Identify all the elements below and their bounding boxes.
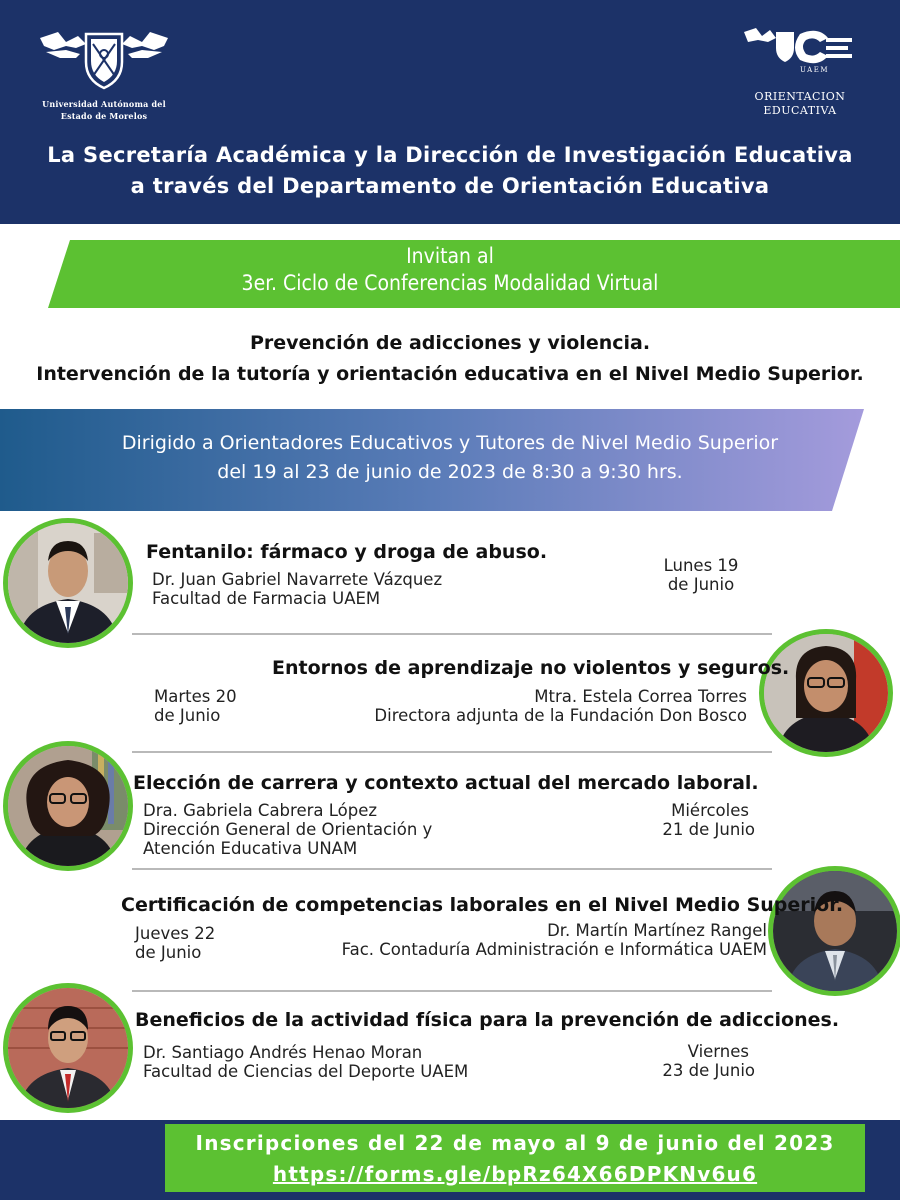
conference-topic-2: Entornos de aprendizaje no violentos y seguros.: [272, 657, 790, 679]
registration-dates: Inscripciones del 22 de mayo al 9 de junio del 2023: [195, 1131, 835, 1155]
conference-date-4: [135, 924, 215, 962]
conference-date-2: [154, 687, 237, 725]
invitation-line1: Invitan al: [406, 244, 494, 268]
speaker-name-2: Mtra. Estela Correa Torres: [534, 687, 747, 706]
conference-speaker-2: [300, 687, 747, 725]
date-line2-3: 21 de Junio: [662, 820, 755, 839]
conference-speaker-3: [143, 801, 432, 858]
conference-topic-4: Certificación de competencias laborales en el Nivel Medio Superior.: [121, 894, 844, 916]
university-name-line2: Estado de Morelos: [60, 111, 148, 121]
invitation-line2: 3er. Ciclo de Conferencias Modalidad Virtual: [241, 271, 659, 295]
date-line1-3: Miércoles: [671, 801, 749, 820]
conference-topic-1: Fentanilo: fármaco y droga de abuso.: [146, 541, 548, 563]
audience-line2: del 19 al 23 de junio de 2023 de 8:30 a 9:30 hrs.: [217, 461, 683, 483]
conference-date-3: [630, 801, 755, 839]
speaker-name-1: Dr. Juan Gabriel Navarrete Vázquez: [152, 570, 443, 589]
conference-date-1: [655, 556, 747, 594]
university-logo: [36, 28, 172, 122]
main-title-line2: Intervención de la tutoría y orientación educativa en el Nivel Medio Superior.: [36, 363, 864, 385]
registration-link[interactable]: https://forms.gle/bpRz64X66DPKNv6u6: [272, 1162, 758, 1186]
speaker-affiliation-1: Facultad de Farmacia UAEM: [152, 589, 381, 608]
divider-1: [132, 633, 772, 635]
date-line1-2: Martes 20: [154, 687, 237, 706]
conference-speaker-1: [152, 570, 442, 608]
conference-date-5: [630, 1042, 755, 1080]
speaker-affiliation-3b: Atención Educativa UNAM: [143, 839, 358, 858]
date-line1-4: Jueves 22: [135, 924, 216, 943]
conference-speaker-4: [270, 921, 767, 959]
orientation-logo-text: [740, 90, 860, 118]
orientation-logo-text-line1: ORIENTACION: [754, 90, 846, 103]
speaker-photo-4: [768, 866, 900, 996]
date-line2-5: 23 de Junio: [662, 1061, 755, 1080]
audience-text: [50, 429, 850, 487]
speaker-name-4: Dr. Martín Martínez Rangel: [547, 921, 767, 940]
header-title: [0, 140, 900, 202]
date-line1-1: Lunes 19: [663, 556, 739, 575]
university-crest-icon: [36, 28, 172, 90]
orientation-logo: [740, 26, 860, 118]
divider-2: [132, 751, 772, 753]
main-title-line1: Prevención de adicciones y violencia.: [249, 332, 651, 354]
conference-topic-3: Elección de carrera y contexto actual del mercado laboral.: [133, 772, 759, 794]
university-name-line1: Universidad Autónoma del: [42, 99, 166, 109]
speaker-affiliation-2: Directora adjunta de la Fundación Don Bosco: [374, 706, 747, 725]
speaker-name-3: Dra. Gabriela Cabrera López: [143, 801, 378, 820]
date-line2-4: de Junio: [135, 943, 202, 962]
orientation-logo-letters: UAEM: [800, 66, 830, 74]
conference-speaker-5: [143, 1043, 468, 1081]
speaker-photo-5: [3, 983, 133, 1113]
speaker-name-5: Dr. Santiago Andrés Henao Moran: [143, 1043, 423, 1062]
invitation-text: [140, 243, 760, 297]
speaker-affiliation-3a: Dirección General de Orientación y: [143, 820, 433, 839]
audience-line1: Dirigido a Orientadores Educativos y Tutores de Nivel Medio Superior: [121, 432, 779, 454]
speaker-photo-3: [3, 741, 133, 871]
header-title-line2: a través del Departamento de Orientación Educativa: [130, 174, 770, 198]
speaker-photo-2: [759, 629, 893, 757]
date-line1-5: Viernes: [687, 1042, 749, 1061]
date-line2-1: de Junio: [667, 575, 735, 594]
main-title: [0, 328, 900, 390]
conference-topic-5: Beneficios de la actividad física para la prevención de adicciones.: [135, 1009, 840, 1031]
orientation-emblem-icon: [742, 26, 858, 76]
university-name: [36, 98, 172, 122]
date-line2-2: de Junio: [154, 706, 221, 725]
divider-4: [132, 990, 772, 992]
speaker-affiliation-4: Fac. Contaduría Administración e Informática UAEM: [341, 940, 767, 959]
divider-3: [132, 868, 772, 870]
speaker-affiliation-5: Facultad de Ciencias del Deporte UAEM: [143, 1062, 469, 1081]
orientation-logo-text-line2: EDUCATIVA: [763, 104, 837, 117]
header-title-line1: La Secretaría Académica y la Dirección de Investigación Educativa: [47, 143, 853, 167]
speaker-photo-1: [3, 518, 133, 648]
